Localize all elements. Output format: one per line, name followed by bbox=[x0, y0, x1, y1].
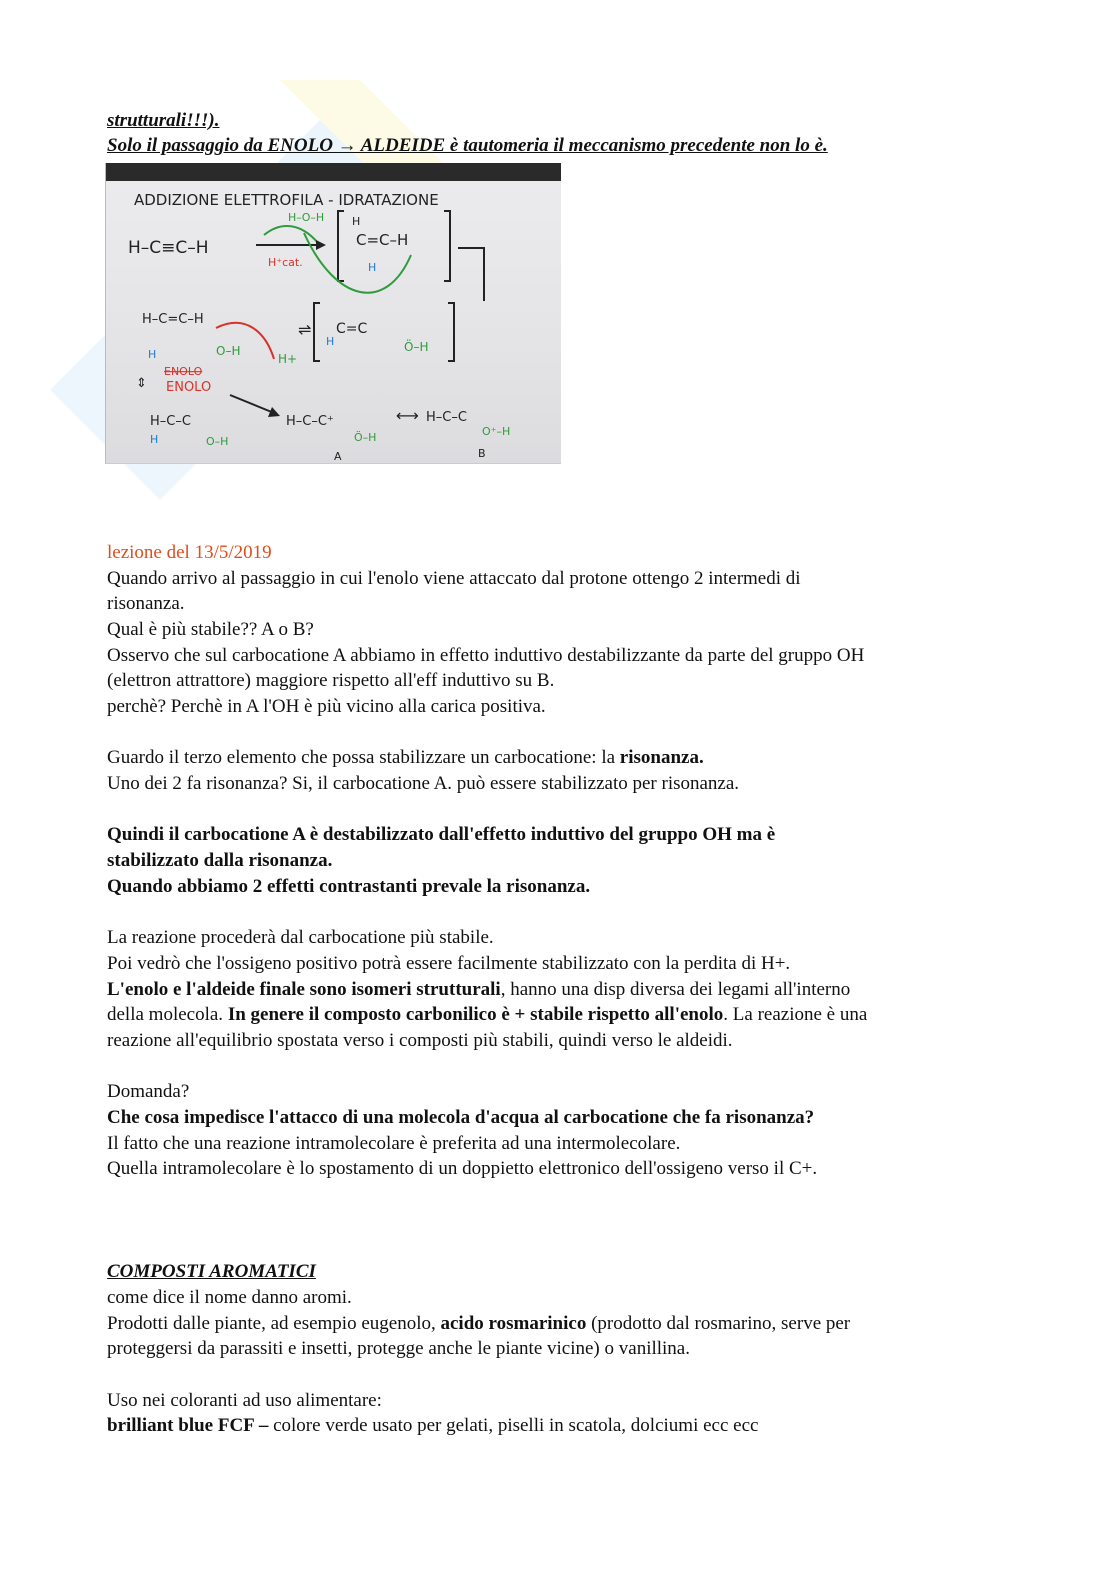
text-line: Osservo che sul carbocatione A abbiamo in effetto induttivo destabilizzante da parte del gruppo OH bbox=[107, 645, 865, 666]
text-line: Domanda? bbox=[107, 1081, 190, 1102]
svg-text:H–C=C–H: H–C=C–H bbox=[142, 312, 204, 327]
section-heading: COMPOSTI AROMATICI bbox=[107, 1261, 316, 1282]
bold-line: stabilizzato dalla risonanza. bbox=[107, 850, 333, 871]
svg-text:H: H bbox=[150, 433, 159, 446]
text-line: Prodotti dalle piante, ad esempio eugenolo, acido rosmarinico (prodotto dal rosmarino, serve per bbox=[107, 1313, 851, 1334]
svg-text:O–H: O–H bbox=[216, 344, 241, 358]
bold-line: Quindi il carbocatione A è destabilizzato dall'effetto induttivo del gruppo OH ma è bbox=[107, 824, 776, 845]
text-line: della molecola. In genere il composto carbonilico è + stabile rispetto all'enolo. La reazione è una bbox=[107, 1004, 868, 1025]
text-line: La reazione procederà dal carbocatione più stabile. bbox=[107, 927, 494, 948]
label-b: B bbox=[478, 447, 486, 460]
svg-text:Ö–H: Ö–H bbox=[354, 431, 377, 444]
text-line: Qual è più stabile?? A o B? bbox=[107, 619, 314, 640]
text-line: proteggersi da parassiti e insetti, protegge anche le piante vicine) o vanillina. bbox=[107, 1338, 690, 1359]
label-a: A bbox=[334, 450, 342, 463]
continuation-line: strutturali!!!). bbox=[107, 110, 220, 131]
svg-text:H: H bbox=[368, 261, 377, 274]
svg-text:H–C–C⁺: H–C–C⁺ bbox=[286, 414, 334, 429]
svg-text:O⁺–H: O⁺–H bbox=[482, 425, 511, 438]
text-line: Quella intramolecolare è lo spostamento di un doppietto elettronico dell'ossigeno verso il C+. bbox=[107, 1158, 818, 1179]
water-label: H–O–H bbox=[288, 211, 325, 224]
enolo-label: ENOLO bbox=[166, 380, 212, 395]
svg-text:H–C–C: H–C–C bbox=[150, 414, 191, 429]
svg-text:H: H bbox=[326, 335, 335, 348]
alkyne-formula: H–C≡C–H bbox=[128, 238, 209, 258]
svg-text:H: H bbox=[352, 215, 361, 228]
hplus-label: H+ bbox=[278, 352, 298, 366]
text-line: Quando arrivo al passaggio in cui l'enolo viene attaccato dal protone ottengo 2 intermedi di bbox=[107, 568, 801, 589]
text-line: (elettron attrattore) maggiore rispetto all'eff induttivo su B. bbox=[107, 670, 555, 691]
text-line: reazione all'equilibrio spostata verso i composti più stabili, quindi verso le aldeidi. bbox=[107, 1030, 733, 1051]
svg-text:Ö–H: Ö–H bbox=[404, 340, 429, 354]
enolo-crossed: ENOLO bbox=[164, 365, 203, 378]
svg-text:⇌: ⇌ bbox=[298, 320, 312, 339]
text-line: Poi vedrò che l'ossigeno positivo potrà essere facilmente stabilizzato con la perdita di H+. bbox=[107, 953, 791, 974]
text-line: risonanza. bbox=[107, 593, 185, 614]
svg-text:⇕: ⇕ bbox=[136, 376, 147, 391]
svg-text:H: H bbox=[148, 348, 157, 361]
svg-text:C=C–H: C=C–H bbox=[356, 231, 409, 249]
text-line: Uso nei coloranti ad uso alimentare: bbox=[107, 1390, 382, 1411]
svg-text:O–H: O–H bbox=[206, 435, 229, 448]
svg-text:C=C: C=C bbox=[336, 321, 368, 337]
text-line: perchè? Perchè in A l'OH è più vicino alla carica positiva. bbox=[107, 696, 546, 717]
tautomeria-note: Solo il passaggio da ENOLO → ALDEIDE è tautomeria il meccanismo precedente non lo è. bbox=[107, 135, 828, 156]
svg-text:⟷: ⟷ bbox=[396, 406, 419, 425]
whiteboard-photo bbox=[105, 163, 561, 464]
lesson-date: lezione del 13/5/2019 bbox=[107, 542, 272, 563]
catalyst-label: H⁺cat. bbox=[268, 256, 303, 269]
text-line: brilliant blue FCF – colore verde usato per gelati, piselli in scatola, dolciumi ecc ecc bbox=[107, 1415, 759, 1436]
text-line: Guardo il terzo elemento che possa stabilizzare un carbocatione: la risonanza. bbox=[107, 747, 704, 768]
question-line: Che cosa impedisce l'attacco di una molecola d'acqua al carbocatione che fa risonanza? bbox=[107, 1107, 815, 1128]
figure-title: ADDIZIONE ELETTROFILA - IDRATAZIONE bbox=[134, 191, 439, 209]
text-line: come dice il nome danno aromi. bbox=[107, 1287, 352, 1308]
text-line: L'enolo e l'aldeide finale sono isomeri strutturali, hanno una disp diversa dei legami all'interno bbox=[107, 979, 851, 1000]
text-line: Uno dei 2 fa risonanza? Si, il carbocatione A. può essere stabilizzato per risonanza. bbox=[107, 773, 740, 794]
bold-line: Quando abbiamo 2 effetti contrastanti prevale la risonanza. bbox=[107, 876, 591, 897]
text-line: Il fatto che una reazione intramolecolare è preferita ad una intermolecolare. bbox=[107, 1133, 681, 1154]
svg-text:H–C–C: H–C–C bbox=[426, 410, 467, 425]
